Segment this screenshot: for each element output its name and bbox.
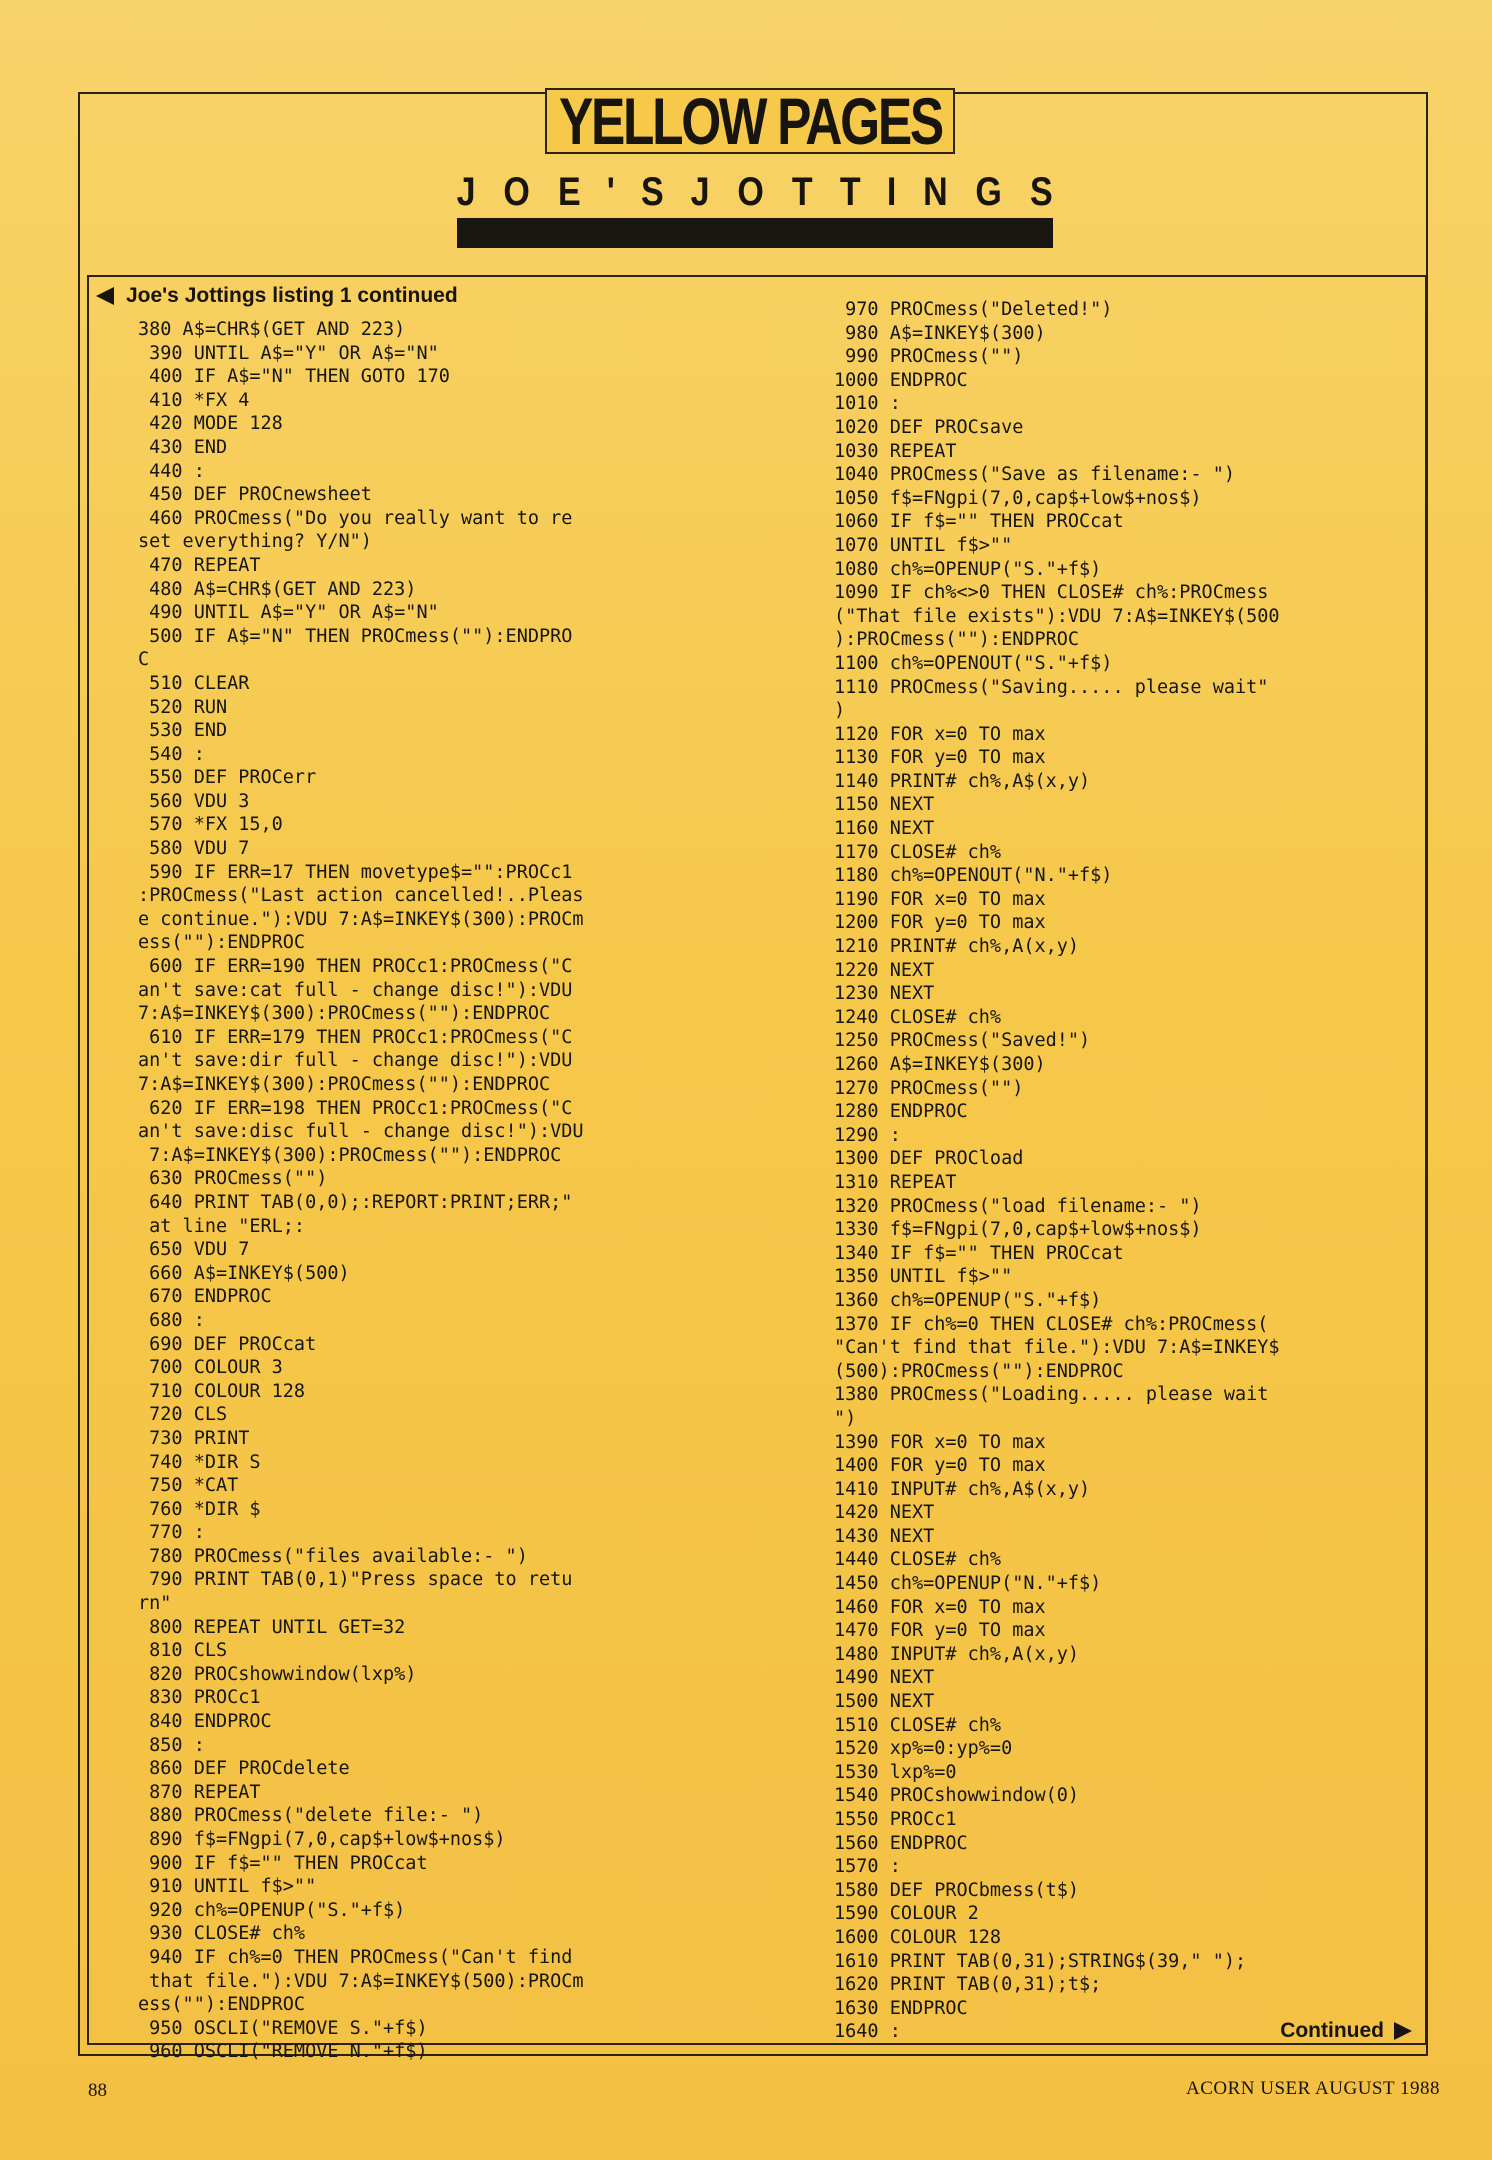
code-column-right: 970 PROCmess("Deleted!") 980 A$=INKEY$(300) 990 PROCmess("") 1000 ENDPROC 1010 : 1020 DEF PROCsave 1030 REPEAT 1040 PROCmess("Save as filename:- ") 1050 f$=FNgpi(7,0,cap$+low$+nos$) 1060 IF f$="" THEN PROCcat 1070 UNTIL f$>"" 1080 ch%=OPENUP("S."+f$) 1090 IF ch%<>0 THEN CLOSE# ch%:PROCmess ("That file exists"):VDU 7:A$=INKEY$(500 ):PROCmess(""):ENDPROC 1100 ch%=OPENOUT("S."+f$) 1110 PROCmess("Saving..... please wait" ) 1120 FOR x=0 TO max 1130 FOR y=0 TO max 1140 PRINT# ch%,A$(x,y) 1150 NEXT 1160 NEXT 1170 CLOSE# ch% 1180 ch%=OPENOUT("N."+f$) 1190 FOR x=0 TO max 1200 FOR y=0 TO max 1210 PRINT# ch%,A(x,y) 1220 NEXT 1230 NEXT 1240 CLOSE# ch% 1250 PROCmess("Saved!") 1260 A$=INKEY$(300) 1270 PROCmess("") 1280 ENDPROC 1290 : 1300 DEF PROCload 1310 REPEAT 1320 PROCmess("load filename:- ") 1330 f$=FNgpi(7,0,cap$+low$+nos$) 1340 IF f$="" THEN PROCcat 1350 UNTIL f$>"" 1360 ch%=OPENUP("S."+f$) 1370 IF ch%=0 THEN CLOSE# ch%:PROCmess( "Can't find that file."):VDU 7:A$=INKEY$ (500):PROCmess(""):ENDPROC 1380 PROCmess("Loading..... please wait ") 1390 FOR x=0 TO max 1400 FOR y=0 TO max 1410 INPUT# ch%,A$(x,y) 1420 NEXT 1430 NEXT 1440 CLOSE# ch% 1450 ch%=OPENUP("N."+f$) 1460 FOR x=0 TO max 1470 FOR y=0 TO max 1480 INPUT# ch%,A(x,y) 1490 NEXT 1500 NEXT 1510 CLOSE# ch% 1520 xp%=0:yp%=0 1530 lxp%=0 1540 PROCshowwindow(0) 1550 PROCc1 1560 ENDPROC 1570 : 1580 DEF PROCbmess(t$) 1590 COLOUR 2 1600 COLOUR 128 1610 PRINT TAB(0,31);STRING$(39," "); 1620 PRINT TAB(0,31);t$; 1630 ENDPROC 1640 : <box>834 299 1280 2043</box>
subhead-letter: S <box>641 169 664 214</box>
listing-header <box>96 284 458 308</box>
code-column-left: 380 A$=CHR$(GET AND 223) 390 UNTIL A$="Y" OR A$="N" 400 IF A$="N" THEN GOTO 170 410 *FX 4 420 MODE 128 430 END 440 : 450 DEF PROCnewsheet 460 PROCmess("Do you really want to re set everything? Y/N") 470 REPEAT 480 A$=CHR$(GET AND 223) 490 UNTIL A$="Y" OR A$="N" 500 IF A$="N" THEN PROCmess(""):ENDPRO C 510 CLEAR 520 RUN 530 END 540 : 550 DEF PROCerr 560 VDU 3 570 *FX 15,0 580 VDU 7 590 IF ERR=17 THEN movetype$="":PROCc1 :PROCmess("Last action cancelled!..Pleas e continue."):VDU 7:A$=INKEY$(300):PROCm ess(""):ENDPROC 600 IF ERR=190 THEN PROCc1:PROCmess("C an't save:cat full - change disc!"):VDU 7:A$=INKEY$(300):PROCmess(""):ENDPROC 610 IF ERR=179 THEN PROCc1:PROCmess("C an't save:dir full - change disc!"):VDU 7:A$=INKEY$(300):PROCmess(""):ENDPROC 620 IF ERR=198 THEN PROCc1:PROCmess("C an't save:disc full - change disc!"):VDU 7:A$=INKEY$(300):PROCmess(""):ENDPROC 630 PROCmess("") 640 PRINT TAB(0,0);:REPORT:PRINT;ERR;" at line "ERL;: 650 VDU 7 660 A$=INKEY$(500) 670 ENDPROC 680 : 690 DEF PROCcat 700 COLOUR 3 710 COLOUR 128 720 CLS 730 PRINT 740 *DIR S 750 *CAT 760 *DIR $ 770 : 780 PROCmess("files available:- ") 790 PRINT TAB(0,1)"Press space to retu rn" 800 REPEAT UNTIL GET=32 810 CLS 820 PROCshowwindow(lxp%) 830 PROCc1 840 ENDPROC 850 : 860 DEF PROCdelete 870 REPEAT 880 PROCmess("delete file:- ") 890 f$=FNgpi(7,0,cap$+low$+nos$) 900 IF f$="" THEN PROCcat 910 UNTIL f$>"" 920 ch%=OPENUP("S."+f$) 930 CLOSE# ch% 940 IF ch%=0 THEN PROCmess("Can't find that file."):VDU 7:A$=INKEY$(500):PROCm ess(""):ENDPROC 950 OSCLI("REMOVE S."+f$) 960 OSCLI("REMOVE N."+f$) <box>138 319 584 2063</box>
subhead-letter: O <box>737 169 765 214</box>
subhead-letter: J <box>691 169 710 214</box>
arrow-left-icon <box>96 287 114 305</box>
subhead-letter: I <box>886 169 897 214</box>
listing-header-text: Joe's Jottings listing 1 continued <box>126 284 458 307</box>
subhead-letter: T <box>791 169 813 214</box>
subhead-letter: G <box>975 169 1003 214</box>
continued-footer <box>1280 2019 1412 2043</box>
subhead-letter: ' <box>606 169 615 214</box>
arrow-right-icon <box>1394 2022 1412 2040</box>
continued-label: Continued <box>1280 2019 1384 2042</box>
masthead-box <box>545 84 955 158</box>
subhead-letter: N <box>923 169 948 214</box>
masthead-title: YELLOW PAGES <box>558 84 942 158</box>
section-subhead <box>455 168 1055 216</box>
footer-title: ACORN USER AUGUST 1988 <box>1186 2078 1440 2099</box>
subhead-letter: J <box>456 169 476 214</box>
subhead-bar <box>457 218 1053 248</box>
subhead-letter: T <box>839 169 861 214</box>
subhead-letter: S <box>1030 169 1053 214</box>
subhead-letter: O <box>503 169 530 214</box>
subhead-letter: E <box>557 169 581 214</box>
page-number: 88 <box>88 2080 107 2101</box>
